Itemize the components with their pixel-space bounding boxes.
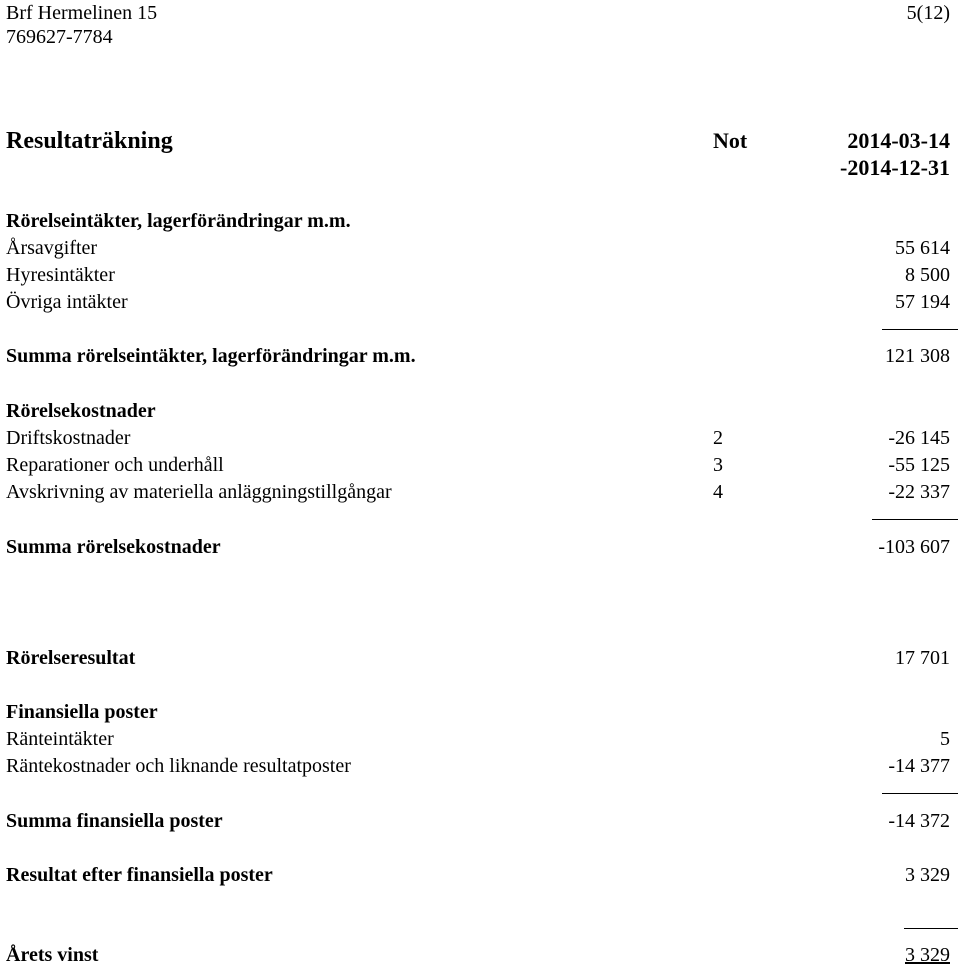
subtotal-rule xyxy=(872,519,958,520)
expense-row-label: Driftskostnader xyxy=(6,427,131,449)
period-end: -2014-12-31 xyxy=(840,155,950,180)
expense-row-label: Reparationer och underhåll xyxy=(6,454,224,476)
note-column-header: Not xyxy=(713,128,748,153)
expense-row-value: -22 337 xyxy=(888,481,950,503)
expense-row-value: -26 145 xyxy=(888,427,950,449)
financial-row-label: Räntekostnader och liknande resultatposter xyxy=(6,755,351,777)
revenue-total-label: Summa rörelseintäkter, lagerförändringar m.m. xyxy=(6,345,416,367)
result-after-financial-value: 3 329 xyxy=(905,864,950,886)
operating-result-value: 17 701 xyxy=(895,647,950,669)
subtotal-rule xyxy=(882,793,958,794)
revenue-row-label: Övriga intäkter xyxy=(6,291,128,313)
financial-row-value: 5 xyxy=(940,728,950,750)
period-start: 2014-03-14 xyxy=(847,128,950,153)
financial-row-value: -14 377 xyxy=(888,755,950,777)
revenue-heading: Rörelseintäkter, lagerförändringar m.m. xyxy=(6,210,351,232)
revenue-row-value: 55 614 xyxy=(895,237,950,259)
revenue-row-label: Hyresintäkter xyxy=(6,264,115,286)
company-name: Brf Hermelinen 15 xyxy=(6,2,158,24)
financial-row-label: Ränteintäkter xyxy=(6,728,114,750)
operating-result-label: Rörelseresultat xyxy=(6,647,136,669)
page-title: Resultaträkning xyxy=(6,128,173,154)
page-number: 5(12) xyxy=(906,2,950,24)
expense-row-value: -55 125 xyxy=(888,454,950,476)
revenue-row-value: 8 500 xyxy=(905,264,950,286)
financial-total-value: -14 372 xyxy=(888,810,950,832)
expenses-heading: Rörelsekostnader xyxy=(6,400,156,422)
financial-total-label: Summa finansiella poster xyxy=(6,810,223,832)
revenue-row-value: 57 194 xyxy=(895,291,950,313)
subtotal-rule xyxy=(904,928,958,929)
net-result-label: Årets vinst xyxy=(6,944,99,966)
revenue-total-value: 121 308 xyxy=(885,345,950,367)
expense-row-note: 2 xyxy=(713,427,723,449)
subtotal-rule xyxy=(882,329,958,330)
org-number: 769627-7784 xyxy=(6,26,113,48)
net-result-value: 3 329 xyxy=(905,944,950,966)
revenue-row-label: Årsavgifter xyxy=(6,237,98,259)
financial-heading: Finansiella poster xyxy=(6,701,158,723)
expense-row-note: 4 xyxy=(713,481,723,503)
expense-row-label: Avskrivning av materiella anläggningstillgångar xyxy=(6,481,392,503)
expenses-total-value: -103 607 xyxy=(878,536,950,558)
result-after-financial-label: Resultat efter finansiella poster xyxy=(6,864,273,886)
expenses-total-label: Summa rörelsekostnader xyxy=(6,536,221,558)
expense-row-note: 3 xyxy=(713,454,723,476)
